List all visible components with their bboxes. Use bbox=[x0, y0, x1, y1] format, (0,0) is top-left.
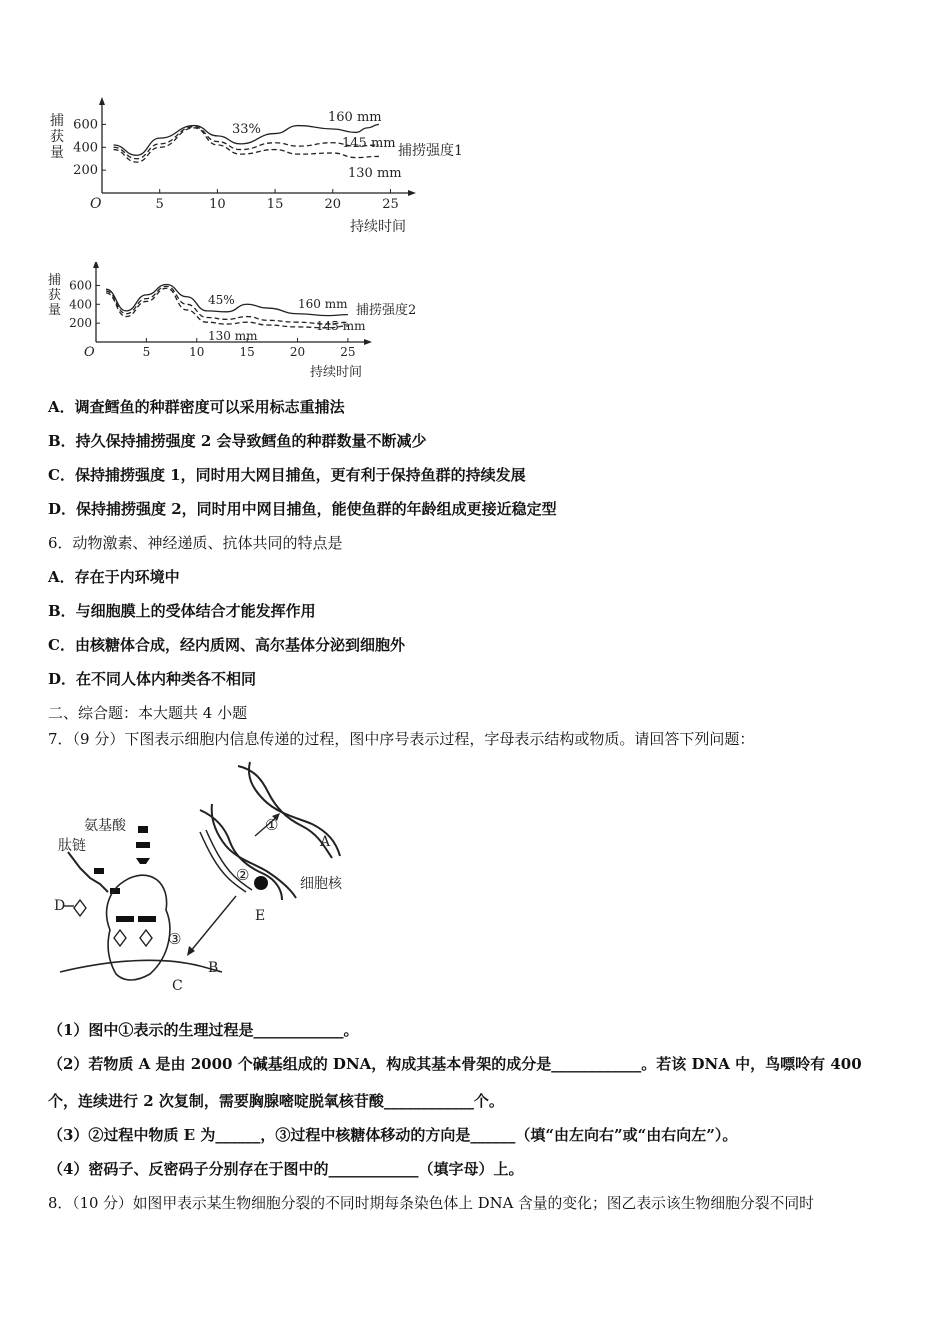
x-tick-label: 25 bbox=[340, 345, 356, 359]
y-axis-label-char: 获 bbox=[48, 288, 62, 303]
y-tick-label: 200 bbox=[69, 316, 92, 331]
intensity-label: 捕捞强度1 bbox=[398, 143, 463, 159]
q6-option-c: C．由核糖体合成，经内质网、高尔基体分泌到细胞外 bbox=[48, 636, 405, 654]
annotation-percent: 33% bbox=[232, 122, 261, 137]
q6-option-d: D．在不同人体内种类各不相同 bbox=[48, 670, 257, 688]
label-peptide: 肽链 bbox=[58, 838, 86, 854]
y-axis-label-char: 捕 bbox=[48, 273, 62, 288]
origin-label: O bbox=[90, 196, 102, 212]
q5-option-b: B．持久保持捕捞强度 2 会导致鳕鱼的种群数量不断减少 bbox=[48, 432, 427, 450]
x-tick-label: 5 bbox=[142, 345, 151, 359]
x-axis-label: 持续时间 bbox=[310, 365, 363, 380]
x-tick-label: 25 bbox=[382, 197, 399, 212]
label-p1: ① bbox=[265, 816, 279, 834]
x-tick-label: 5 bbox=[155, 197, 164, 212]
y-axis-label-char: 获 bbox=[50, 129, 64, 145]
chart-1-marks bbox=[50, 97, 463, 235]
y-axis-arrow bbox=[99, 97, 105, 105]
q7-sub2a: （2）若物质 A 是由 2000 个碱基组成的 DNA，构成其基本骨架的成分是____________。若该 DNA 中，鸟嘌呤有 400 bbox=[48, 1055, 862, 1073]
x-tick-label: 10 bbox=[189, 345, 205, 359]
q6-option-b: B．与细胞膜上的受体结合才能发挥作用 bbox=[48, 602, 316, 620]
intensity-label: 捕捞强度2 bbox=[356, 303, 417, 318]
enzyme-e bbox=[254, 876, 268, 890]
y-axis-label-char: 捕 bbox=[50, 113, 64, 129]
label-d: D bbox=[54, 898, 66, 914]
x-axis-arrow bbox=[408, 190, 416, 196]
label-a: A bbox=[320, 834, 331, 850]
translation-diagram bbox=[50, 760, 370, 1000]
x-tick-label: 15 bbox=[266, 197, 284, 212]
q7-sub1: （1）图中①表示的生理过程是____________。 bbox=[48, 1021, 359, 1039]
label-b: B bbox=[208, 960, 219, 976]
x-tick-label: 20 bbox=[324, 197, 342, 212]
label-c: C bbox=[172, 978, 183, 994]
x-axis-arrow bbox=[364, 339, 372, 345]
q7-sub2b: 个，连续进行 2 次复制，需要胸腺嘧啶脱氧核苷酸____________个。 bbox=[48, 1092, 504, 1110]
q8-stem: 8．（10 分）如图甲表示某生物细胞分裂的不同时期每条染色体上 DNA 含量的变化；图乙表示该生物细胞分裂不同时 bbox=[48, 1195, 814, 1212]
q7-sub3: （3）②过程中物质 E 为______，③过程中核糖体移动的方向是______（填“由左向右”或“由右向左”）。 bbox=[48, 1126, 738, 1144]
x-axis-label: 持续时间 bbox=[350, 219, 406, 235]
q5-option-c: C．保持捕捞强度 1，同时用大网目捕鱼，更有利于保持鱼群的持续发展 bbox=[48, 466, 526, 484]
y-tick-label: 400 bbox=[73, 140, 98, 156]
x-tick-label: 15 bbox=[239, 345, 255, 359]
annotation-percent: 45% bbox=[208, 293, 235, 307]
q5-option-a: A．调查鳕鱼的种群密度可以采用标志重捕法 bbox=[48, 398, 345, 416]
y-tick-label: 600 bbox=[69, 278, 92, 293]
catch-chart-1 bbox=[40, 95, 490, 245]
mrna-b bbox=[60, 960, 222, 972]
series-label: 160 mm bbox=[298, 297, 348, 311]
chart-2-marks bbox=[48, 262, 416, 380]
section-heading: 二、综合题：本大题共 4 小题 bbox=[48, 704, 248, 722]
y-tick-label: 200 bbox=[73, 163, 98, 179]
series-label: 145 mm bbox=[316, 319, 366, 333]
label-e: E bbox=[255, 908, 266, 924]
x-tick-label: 20 bbox=[289, 345, 306, 359]
q6-option-a: A．存在于内环境中 bbox=[48, 568, 180, 586]
series-label: 130 mm bbox=[208, 329, 258, 343]
label-nucleus: 细胞核 bbox=[300, 876, 342, 892]
y-axis-arrow bbox=[93, 262, 99, 268]
y-axis-label bbox=[48, 272, 61, 318]
series-label: 145 mm bbox=[342, 136, 396, 151]
x-tick-label: 10 bbox=[209, 197, 226, 212]
y-axis-label-char: 量 bbox=[50, 145, 64, 161]
label-p3: ③ bbox=[168, 930, 182, 948]
y-axis-label-char: 量 bbox=[48, 303, 62, 318]
q7-sub4: （4）密码子、反密码子分别存在于图中的____________（填字母）上。 bbox=[48, 1160, 524, 1178]
y-tick-label: 600 bbox=[73, 117, 98, 133]
catch-chart-2 bbox=[40, 262, 440, 384]
origin-label: O bbox=[84, 345, 95, 360]
q7-stem: 7．（9 分）下图表示细胞内信息传递的过程，图中序号表示过程，字母表示结构或物质。请回答下列问题： bbox=[48, 730, 755, 748]
series-label: 130 mm bbox=[348, 166, 402, 181]
q6-stem: 6．动物激素、神经递质、抗体共同的特点是 bbox=[48, 534, 343, 552]
y-tick-label: 400 bbox=[69, 297, 92, 312]
series-label: 160 mm bbox=[328, 110, 382, 125]
y-axis-label bbox=[50, 112, 64, 161]
label-amino-acid: 氨基酸 bbox=[84, 818, 126, 834]
label-p2: ② bbox=[236, 866, 250, 884]
q5-option-d: D．保持捕捞强度 2，同时用中网目捕鱼，能使鱼群的年龄组成更接近稳定型 bbox=[48, 500, 557, 518]
